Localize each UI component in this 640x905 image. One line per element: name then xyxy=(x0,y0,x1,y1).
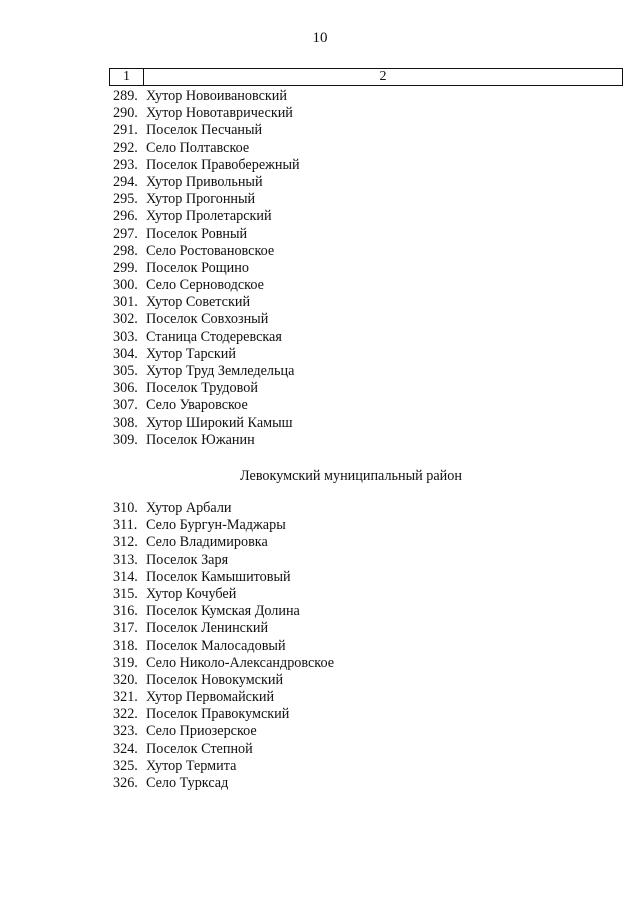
item-name: Село Николо-Александровское xyxy=(146,654,335,671)
item-name: Поселок Новокумский xyxy=(146,671,284,688)
item-number: 310. xyxy=(113,500,138,516)
list-item xyxy=(113,105,300,122)
list-item xyxy=(113,775,334,792)
list-item xyxy=(113,260,300,277)
item-number: 309. xyxy=(113,431,138,448)
list-item xyxy=(113,380,300,397)
item-name: Поселок Песчаный xyxy=(146,122,263,139)
item-number: 320. xyxy=(113,671,138,688)
item-name: Хутор Первомайский xyxy=(146,689,275,706)
list-item xyxy=(113,397,300,414)
item-number: 290. xyxy=(113,105,138,122)
item-number: 307. xyxy=(113,397,138,414)
item-name: Поселок Ленинский xyxy=(146,620,269,637)
list-item xyxy=(113,122,300,139)
item-number: 318. xyxy=(113,637,138,654)
item-number: 312. xyxy=(113,534,138,551)
item-name: Хутор Советский xyxy=(146,294,251,311)
item-number: 306. xyxy=(113,380,138,397)
item-name: Хутор Термита xyxy=(146,757,237,774)
list-item xyxy=(113,500,334,517)
item-number: 326. xyxy=(113,775,138,791)
list-item xyxy=(113,672,334,689)
item-number: 304. xyxy=(113,345,138,362)
item-name: Село Турксад xyxy=(146,775,229,791)
list-item xyxy=(113,741,334,758)
list-item xyxy=(113,346,300,363)
item-name: Село Серноводское xyxy=(146,277,264,294)
item-name: Хутор Новотаврический xyxy=(146,105,293,122)
item-name: Поселок Правокумский xyxy=(146,706,290,723)
item-number: 324. xyxy=(113,740,138,757)
list-item xyxy=(113,88,300,105)
list-item xyxy=(113,140,300,157)
column-header-2: 2 xyxy=(379,69,387,84)
item-name: Село Приозерское xyxy=(146,723,257,740)
list-item xyxy=(113,638,334,655)
list-item xyxy=(113,415,300,432)
item-number: 319. xyxy=(113,654,138,671)
item-number: 315. xyxy=(113,585,138,602)
list-item xyxy=(113,191,300,208)
list-item xyxy=(113,174,300,191)
item-name: Село Полтавское xyxy=(146,139,250,156)
item-name: Поселок Степной xyxy=(146,740,253,757)
item-name: Хутор Новоивановский xyxy=(146,88,287,104)
item-name: Хутор Прогонный xyxy=(146,191,256,208)
section-heading: Левокумский муниципальный район xyxy=(240,468,462,484)
item-number: 314. xyxy=(113,568,138,585)
item-name: Поселок Рощино xyxy=(146,259,249,276)
item-number: 303. xyxy=(113,328,138,345)
item-number: 293. xyxy=(113,156,138,173)
list-item xyxy=(113,689,334,706)
list-item xyxy=(113,569,334,586)
item-number: 299. xyxy=(113,259,138,276)
list-item xyxy=(113,294,300,311)
item-name: Поселок Совхозный xyxy=(146,311,269,328)
item-number: 294. xyxy=(113,173,138,190)
item-name: Хутор Тарский xyxy=(146,345,236,362)
column-header-1: 1 xyxy=(110,69,144,85)
item-number: 302. xyxy=(113,311,138,328)
item-name: Хутор Кочубей xyxy=(146,585,237,602)
item-name: Поселок Ровный xyxy=(146,225,248,242)
settlement-list-part2 xyxy=(113,500,334,792)
item-number: 316. xyxy=(113,603,138,620)
item-name: Поселок Правобережный xyxy=(146,156,300,173)
item-name: Хутор Широкий Камыш xyxy=(146,414,293,431)
item-name: Село Владимировка xyxy=(146,534,268,551)
list-item xyxy=(113,758,334,775)
item-number: 322. xyxy=(113,706,138,723)
item-number: 323. xyxy=(113,723,138,740)
item-number: 296. xyxy=(113,208,138,225)
item-name: Станица Стодеревская xyxy=(146,328,282,345)
list-item xyxy=(113,157,300,174)
item-number: 301. xyxy=(113,294,138,311)
list-item xyxy=(113,243,300,260)
item-name: Село Ростовановское xyxy=(146,242,275,259)
list-item xyxy=(113,655,334,672)
item-name: Село Уваровское xyxy=(146,397,248,414)
item-number: 291. xyxy=(113,122,138,139)
item-name: Поселок Кумская Долина xyxy=(146,603,300,620)
list-item xyxy=(113,226,300,243)
item-number: 317. xyxy=(113,620,138,637)
list-item xyxy=(113,277,300,294)
page-number: 10 xyxy=(312,30,328,46)
list-item xyxy=(113,586,334,603)
item-number: 321. xyxy=(113,689,138,706)
item-name: Поселок Южанин xyxy=(146,431,255,448)
item-name: Хутор Арбали xyxy=(146,500,232,516)
list-item xyxy=(113,329,300,346)
item-name: Поселок Трудовой xyxy=(146,380,258,397)
list-item xyxy=(113,208,300,225)
list-item xyxy=(113,603,334,620)
list-item xyxy=(113,706,334,723)
item-number: 298. xyxy=(113,242,138,259)
column-header-table xyxy=(109,68,623,86)
item-name: Поселок Заря xyxy=(146,551,229,568)
item-number: 292. xyxy=(113,139,138,156)
item-name: Хутор Привольный xyxy=(146,173,263,190)
item-name: Поселок Камышитовый xyxy=(146,568,291,585)
list-item xyxy=(113,723,334,740)
item-number: 311. xyxy=(113,517,138,534)
item-number: 289. xyxy=(113,88,138,104)
list-item xyxy=(113,517,334,534)
item-number: 297. xyxy=(113,225,138,242)
item-number: 313. xyxy=(113,551,138,568)
list-item xyxy=(113,432,300,449)
item-name: Хутор Труд Земледельца xyxy=(146,363,295,379)
item-number: 300. xyxy=(113,277,138,294)
item-number: 308. xyxy=(113,414,138,431)
item-number: 295. xyxy=(113,191,138,208)
list-item xyxy=(113,363,300,380)
list-item xyxy=(113,311,300,328)
item-number: 325. xyxy=(113,757,138,774)
list-item xyxy=(113,620,334,637)
item-name: Поселок Малосадовый xyxy=(146,637,286,654)
item-number: 305. xyxy=(113,363,138,379)
list-item xyxy=(113,534,334,551)
item-name: Хутор Пролетарский xyxy=(146,208,272,225)
list-item xyxy=(113,552,334,569)
settlement-list-part1 xyxy=(113,88,300,449)
item-name: Село Бургун-Маджары xyxy=(146,517,286,534)
